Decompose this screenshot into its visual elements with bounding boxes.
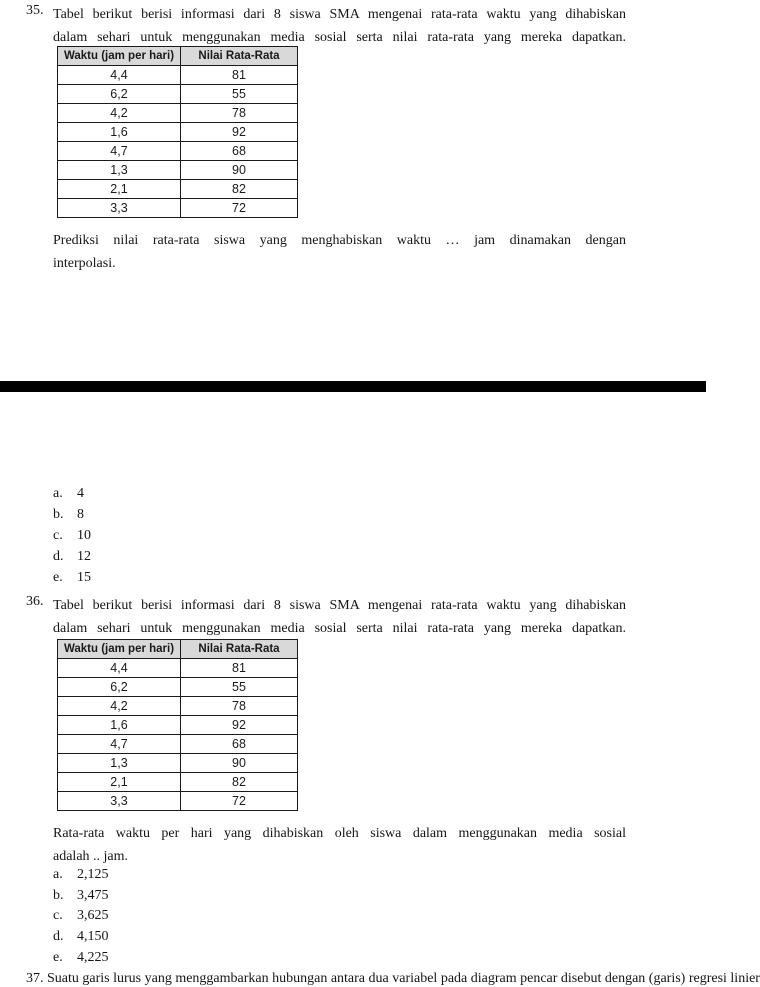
table-cell: 92 [181,123,298,142]
table-cell: 3,3 [58,792,181,811]
option-letter: e. [53,570,63,585]
table-cell: 1,6 [58,716,181,735]
option-row [53,549,91,570]
table-row [58,104,298,123]
table-cell: 4,4 [58,659,181,678]
table-row [58,792,298,811]
table-header-row [58,47,298,66]
table-cell: 4,2 [58,104,181,123]
table-header-nilai: Nilai Rata-Rata [181,47,298,66]
table-cell: 82 [181,773,298,792]
table-cell: 81 [181,659,298,678]
table-cell: 2,1 [58,773,181,792]
option-letter: d. [53,549,64,564]
question-35-closing-line1: Prediksi nilai rata-rata siswa yang menghabiskan waktu … jam dinamakan dengan [53,233,626,248]
table-row [58,716,298,735]
table-row [58,85,298,104]
question-35-intro-line2: dalam sehari untuk menggunakan media sosial serta nilai rata-rata yang mereka dapatkan. [53,30,626,45]
question-36-intro-line1: Tabel berikut berisi informasi dari 8 siswa SMA mengenai rata-rata waktu yang dihabiskan [53,598,626,613]
option-row [53,528,91,549]
table-cell: 3,3 [58,199,181,218]
option-value: 3,625 [77,908,109,924]
table-row [58,161,298,180]
question-35-options [53,486,91,591]
question-36-intro-line2: dalam sehari untuk menggunakan media sosial serta nilai rata-rata yang mereka dapatkan. [53,621,626,636]
table-cell: 55 [181,678,298,697]
option-row [53,867,109,888]
question-35-number: 35. [26,3,44,18]
option-letter: c. [53,908,63,924]
question-36-closing-line2: adalah .. jam. [53,849,129,864]
table-cell: 55 [181,85,298,104]
option-value: 3,475 [77,887,109,903]
table-row [58,735,298,754]
table-cell: 81 [181,66,298,85]
table-cell: 90 [181,754,298,773]
table-cell: 78 [181,104,298,123]
question-36-closing [53,822,626,868]
option-row [53,929,109,950]
option-value: 4,225 [77,949,109,965]
table-row [58,180,298,199]
question-35-closing [53,229,626,275]
table-row [58,773,298,792]
table-cell: 4,4 [58,66,181,85]
option-letter: e. [53,949,63,965]
option-row [53,908,109,929]
question-35-closing-line2: interpolasi. [53,256,116,271]
option-row [53,888,109,909]
table-cell: 92 [181,716,298,735]
table-header-nilai: Nilai Rata-Rata [181,640,298,659]
table-row [58,142,298,161]
table-cell: 4,2 [58,697,181,716]
option-value: 15 [77,570,91,585]
option-value: 4,150 [77,929,109,945]
question-35-intro-line1: Tabel berikut berisi informasi dari 8 siswa SMA mengenai rata-rata waktu yang dihabiskan [53,7,626,22]
question-36-number: 36. [26,594,44,609]
table-cell: 6,2 [58,85,181,104]
table-cell: 68 [181,142,298,161]
option-letter: d. [53,929,64,945]
table-row [58,697,298,716]
table-cell: 1,3 [58,754,181,773]
table-header-waktu: Waktu (jam per hari) [58,47,181,66]
table-cell: 68 [181,735,298,754]
table-header-waktu: Waktu (jam per hari) [58,640,181,659]
table-header-row [58,640,298,659]
option-value: 2,125 [77,867,109,882]
table-cell: 82 [181,180,298,199]
option-row [53,507,91,528]
option-letter: a. [53,486,63,501]
table-cell: 90 [181,161,298,180]
table-cell: 6,2 [58,678,181,697]
table-cell: 4,7 [58,735,181,754]
table-row [58,678,298,697]
option-letter: a. [53,867,63,882]
table-cell: 72 [181,792,298,811]
question-36-intro [53,594,626,640]
option-value: 4 [77,486,84,501]
option-row [53,486,91,507]
option-row [53,950,109,971]
option-value: 12 [77,549,91,564]
page-break-divider [0,381,706,392]
option-value: 8 [77,507,84,522]
option-letter: b. [53,507,64,522]
table-cell: 1,6 [58,123,181,142]
question-37-clipped-line: 37. Suatu garis lurus yang menggambarkan hubungan antara dua variabel pada diagram pencar disebut dengan (garis) regresi linier [26,971,760,986]
option-row [53,570,91,591]
table-cell: 78 [181,697,298,716]
option-letter: c. [53,528,63,543]
option-value: 10 [77,528,91,543]
table-cell: 4,7 [58,142,181,161]
data-table-q36 [57,639,298,811]
table-row [58,659,298,678]
question-35-intro [53,3,626,49]
table-row [58,754,298,773]
table-row [58,199,298,218]
table-cell: 1,3 [58,161,181,180]
option-letter: b. [53,887,64,903]
question-36-closing-line1: Rata-rata waktu per hari yang dihabiskan oleh siswa dalam menggunakan media sosial [53,826,626,841]
table-cell: 2,1 [58,180,181,199]
data-table-q35 [57,46,298,218]
table-row [58,66,298,85]
question-36-options [53,867,109,970]
table-cell: 72 [181,199,298,218]
table-row [58,123,298,142]
